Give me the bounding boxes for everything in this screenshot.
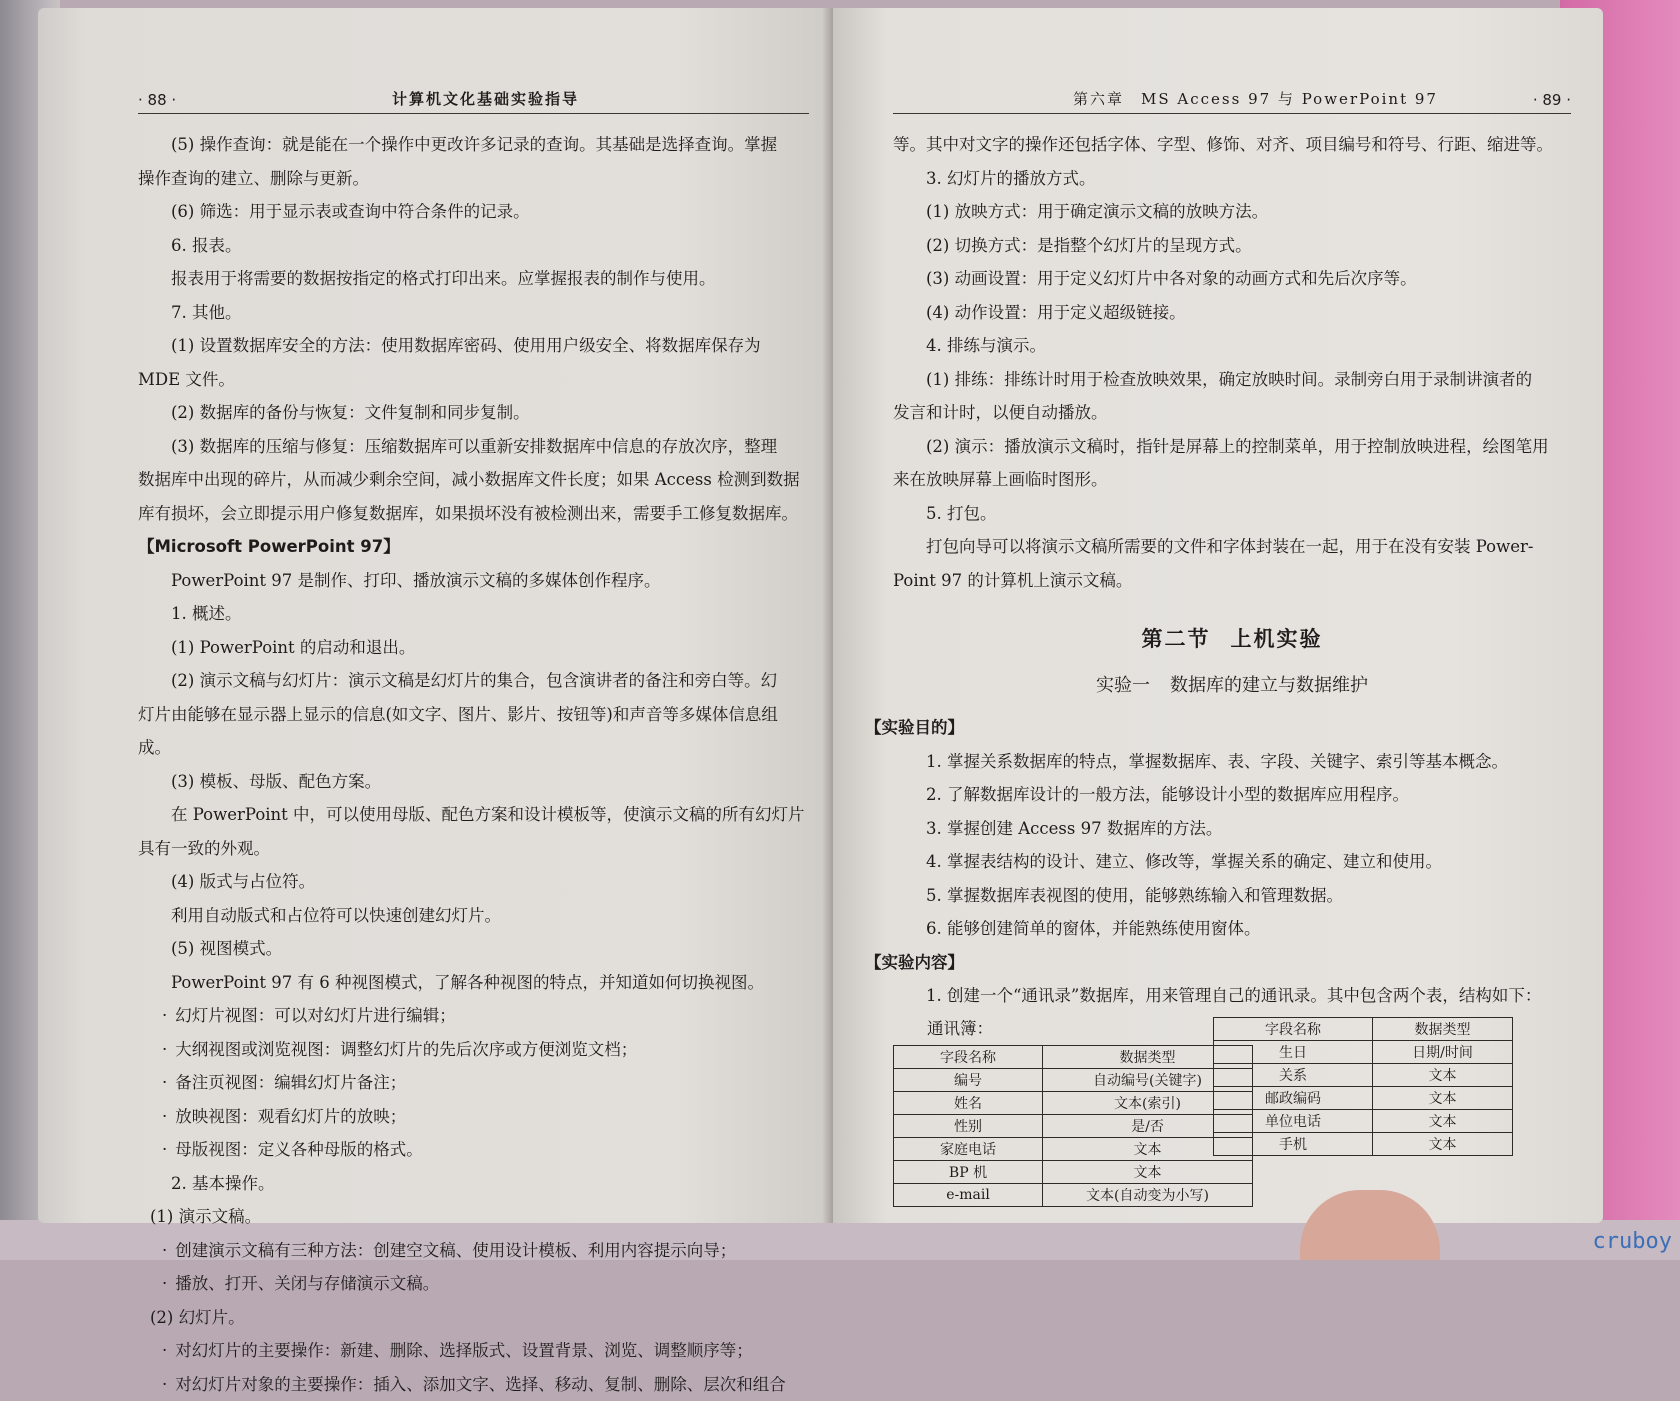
table-contacts-1	[893, 1045, 1253, 1207]
left-line: · 母版视图：定义各种母版的格式。	[138, 1133, 809, 1167]
section-name: 上机实验	[1231, 627, 1323, 651]
left-line: · 幻灯片视图：可以对幻灯片进行编辑；	[138, 999, 809, 1033]
purpose-item: 1. 掌握关系数据库的特点，掌握数据库、表、字段、关键字、索引等基本概念。	[893, 745, 1571, 779]
table-cell: 性别	[894, 1114, 1043, 1137]
tables-area	[893, 1015, 1571, 1215]
purpose-heading: 【实验目的】	[865, 711, 1571, 745]
table-row	[894, 1160, 1253, 1183]
left-line: 在 PowerPoint 中，可以使用母版、配色方案和设计模板等，使演示文稿的所有幻灯片	[138, 798, 809, 832]
purpose-list	[893, 745, 1571, 946]
left-line: 库有损坏，会立即提示用户修复数据库，如果损坏没有被检测出来，需要手工修复数据库。	[138, 497, 809, 531]
left-line: 利用自动版式和占位符可以快速创建幻灯片。	[138, 899, 809, 933]
table-row	[894, 1091, 1253, 1114]
left-line: (3) 模板、母版、配色方案。	[138, 765, 809, 799]
left-line: (1) 设置数据库安全的方法：使用数据库密码、使用用户级安全、将数据库保存为	[138, 329, 809, 363]
right-line: 5. 打包。	[893, 497, 1571, 531]
left-line: 成。	[138, 731, 809, 765]
table-row	[894, 1114, 1253, 1137]
right-line: 打包向导可以将演示文稿所需要的文件和字体封装在一起，用于在没有安装 Power-	[893, 530, 1571, 564]
table-cell: 文本	[1373, 1063, 1513, 1086]
left-line: (5) 视图模式。	[138, 932, 809, 966]
left-line: · 创建演示文稿有三种方法：创建空文稿、使用设计模板、利用内容提示向导；	[138, 1234, 809, 1268]
left-line: PowerPoint 97 是制作、打印、播放演示文稿的多媒体创作程序。	[138, 564, 809, 598]
table-header-row	[1214, 1017, 1513, 1040]
purpose-item: 3. 掌握创建 Access 97 数据库的方法。	[893, 812, 1571, 846]
right-line: (3) 动画设置：用于定义幻灯片中各对象的动画方式和先后次序等。	[893, 262, 1571, 296]
left-line: 报表用于将需要的数据按指定的格式打印出来。应掌握报表的制作与使用。	[138, 262, 809, 296]
left-line: 6. 报表。	[138, 229, 809, 263]
right-line: 4. 排练与演示。	[893, 329, 1571, 363]
left-line: 具有一致的外观。	[138, 832, 809, 866]
left-line: 7. 其他。	[138, 296, 809, 330]
table-row	[894, 1183, 1253, 1206]
left-line: (6) 筛选：用于显示表或查询中符合条件的记录。	[138, 195, 809, 229]
left-line: (2) 数据库的备份与恢复：文件复制和同步复制。	[138, 396, 809, 430]
purpose-item: 5. 掌握数据库表视图的使用，能够熟练输入和管理数据。	[893, 879, 1571, 913]
table-cell: 文本	[1043, 1160, 1253, 1183]
left-line: 操作查询的建立、删除与更新。	[138, 162, 809, 196]
table-cell: 手机	[1214, 1132, 1373, 1155]
table-cell: 文本(索引)	[1043, 1091, 1253, 1114]
right-line: 来在放映屏幕上画临时图形。	[893, 463, 1571, 497]
right-running-title: 第六章 MS Access 97 与 PowerPoint 97	[1073, 88, 1438, 109]
table-cell: 编号	[894, 1068, 1043, 1091]
left-line: (4) 版式与占位符。	[138, 865, 809, 899]
right-page-header	[893, 88, 1571, 114]
left-line: 2. 基本操作。	[138, 1167, 809, 1201]
experiment-title	[893, 671, 1571, 697]
table-row	[1214, 1063, 1513, 1086]
right-line: (2) 切换方式：是指整个幻灯片的呈现方式。	[893, 229, 1571, 263]
left-line: PowerPoint 97 有 6 种视图模式，了解各种视图的特点，并知道如何切换视图。	[138, 966, 809, 1000]
left-running-title: 计算机文化基础实验指导	[392, 88, 579, 109]
left-line: (3) 数据库的压缩与修复：压缩数据库可以重新安排数据库中信息的存放次序，整理	[138, 430, 809, 464]
experiment-number: 实验一	[1096, 675, 1150, 696]
table-cell: 日期/时间	[1373, 1040, 1513, 1063]
table-cell: 文本	[1373, 1109, 1513, 1132]
left-line: · 备注页视图：编辑幻灯片备注；	[138, 1066, 809, 1100]
watermark: cruboy	[1593, 1229, 1672, 1254]
table-contacts-2	[1213, 1017, 1513, 1156]
purpose-item: 6. 能够创建简单的窗体，并能熟练使用窗体。	[893, 912, 1571, 946]
left-line: 1. 概述。	[138, 597, 809, 631]
table-cell: 单位电话	[1214, 1109, 1373, 1132]
table-cell: 文本(自动变为小写)	[1043, 1183, 1253, 1206]
left-line: (1) 演示文稿。	[138, 1200, 809, 1234]
left-page-header	[138, 88, 809, 114]
table-cell: 字段名称	[1214, 1017, 1373, 1040]
content-line: 1. 创建一个“通讯录”数据库，用来管理自己的通讯录。其中包含两个表，结构如下：	[893, 979, 1571, 1013]
table-row	[894, 1068, 1253, 1091]
experiment-name: 数据库的建立与数据维护	[1170, 675, 1368, 696]
right-page-number: · 89 ·	[1533, 91, 1571, 109]
table-row	[1214, 1109, 1513, 1132]
table-cell: 文本	[1373, 1132, 1513, 1155]
table-cell: 邮政编码	[1214, 1086, 1373, 1109]
table-row	[1214, 1132, 1513, 1155]
right-line: (2) 演示：播放演示文稿时，指针是屏幕上的控制菜单，用于控制放映进程，绘图笔用	[893, 430, 1571, 464]
right-line: 发言和计时，以便自动播放。	[893, 396, 1571, 430]
right-line: (4) 动作设置：用于定义超级链接。	[893, 296, 1571, 330]
right-line: Point 97 的计算机上演示文稿。	[893, 564, 1571, 598]
right-line: 3. 幻灯片的播放方式。	[893, 162, 1571, 196]
left-line: 【Microsoft PowerPoint 97】	[138, 530, 809, 564]
table-cell: 文本	[1043, 1137, 1253, 1160]
left-line: (5) 操作查询：就是能在一个操作中更改许多记录的查询。其基础是选择查询。掌握	[138, 128, 809, 162]
table-cell: BP 机	[894, 1160, 1043, 1183]
left-page-number: · 88 ·	[138, 91, 176, 109]
left-line: (2) 演示文稿与幻灯片：演示文稿是幻灯片的集合，包含演讲者的备注和旁白等。幻	[138, 664, 809, 698]
left-line: MDE 文件。	[138, 363, 809, 397]
right-line: (1) 放映方式：用于确定演示文稿的放映方法。	[893, 195, 1571, 229]
table-cell: 字段名称	[894, 1045, 1043, 1068]
left-line: · 对幻灯片对象的主要操作：插入、添加文字、选择、移动、复制、删除、层次和组合	[138, 1368, 809, 1401]
left-line: (2) 幻灯片。	[138, 1301, 809, 1335]
table-row	[1214, 1086, 1513, 1109]
table-label: 通讯簿：	[927, 1015, 993, 1039]
left-line: · 播放、打开、关闭与存储演示文稿。	[138, 1267, 809, 1301]
left-page	[38, 8, 833, 1223]
left-line: · 放映视图：观看幻灯片的放映；	[138, 1100, 809, 1134]
section-number: 第二节	[1142, 627, 1211, 651]
table-cell: 生日	[1214, 1040, 1373, 1063]
table-cell: 数据类型	[1043, 1045, 1253, 1068]
table-cell: 数据类型	[1373, 1017, 1513, 1040]
right-page-body	[893, 128, 1571, 597]
table-cell: 自动编号(关键字)	[1043, 1068, 1253, 1091]
left-line: 灯片由能够在显示器上显示的信息(如文字、图片、影片、按钮等)和声音等多媒体信息组	[138, 698, 809, 732]
content-heading: 【实验内容】	[865, 946, 1571, 980]
purpose-item: 2. 了解数据库设计的一般方法，能够设计小型的数据库应用程序。	[893, 778, 1571, 812]
table-row	[1214, 1040, 1513, 1063]
right-line: 等。其中对文字的操作还包括字体、字型、修饰、对齐、项目编号和符号、行距、缩进等。	[893, 128, 1571, 162]
purpose-item: 4. 掌握表结构的设计、建立、修改等，掌握关系的确定、建立和使用。	[893, 845, 1571, 879]
table-cell: 是/否	[1043, 1114, 1253, 1137]
table-header-row	[894, 1045, 1253, 1068]
table-cell: 家庭电话	[894, 1137, 1043, 1160]
left-line: (1) PowerPoint 的启动和退出。	[138, 631, 809, 665]
left-line: 数据库中出现的碎片，从而减少剩余空间，减小数据库文件长度；如果 Access 检测到数据	[138, 463, 809, 497]
table-row	[894, 1137, 1253, 1160]
left-page-body	[138, 128, 809, 1401]
table-cell: 关系	[1214, 1063, 1373, 1086]
table-cell: e-mail	[894, 1183, 1043, 1206]
table-cell: 姓名	[894, 1091, 1043, 1114]
right-page	[833, 8, 1603, 1223]
left-line: · 大纲视图或浏览视图：调整幻灯片的先后次序或方便浏览文档；	[138, 1033, 809, 1067]
table-cell: 文本	[1373, 1086, 1513, 1109]
right-line: (1) 排练：排练计时用于检查放映效果，确定放映时间。录制旁白用于录制讲演者的	[893, 363, 1571, 397]
left-line: · 对幻灯片的主要操作：新建、删除、选择版式、设置背景、浏览、调整顺序等；	[138, 1334, 809, 1368]
section-title	[893, 623, 1571, 653]
